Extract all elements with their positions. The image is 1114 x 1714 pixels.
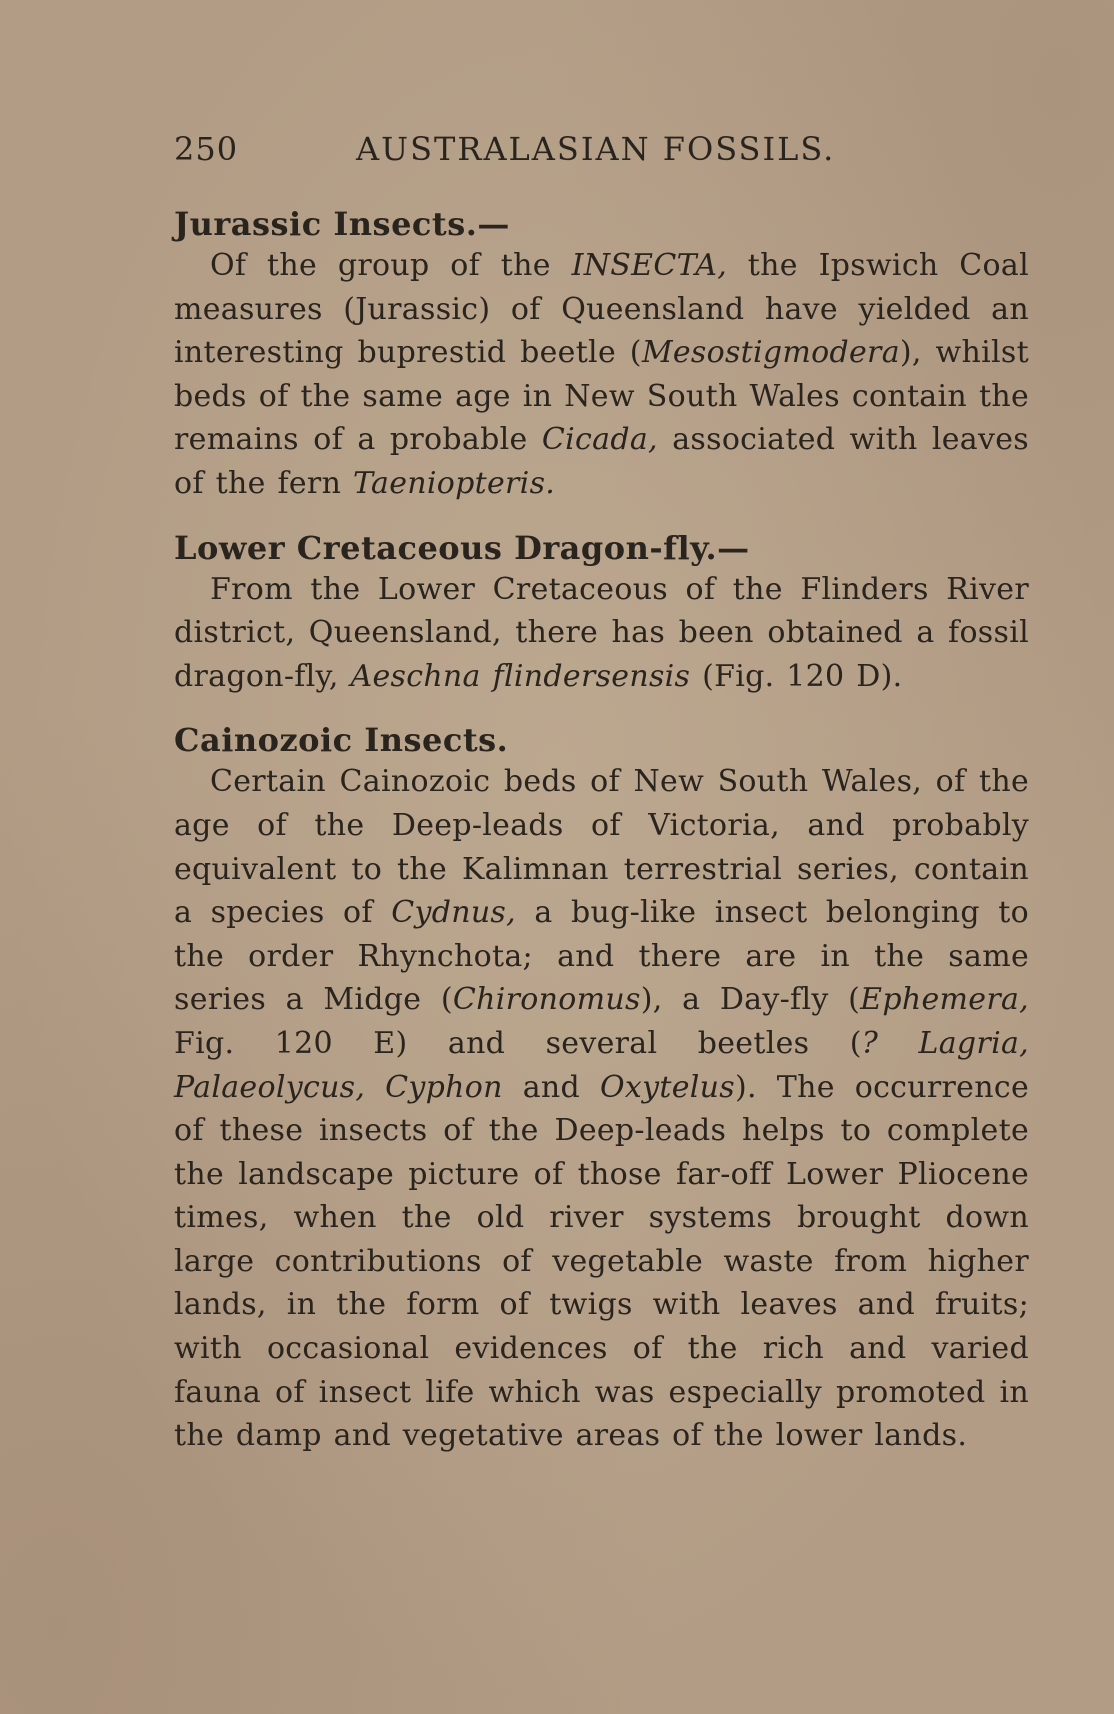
section-heading: Cainozoic Insects.	[174, 721, 509, 760]
section-heading: Jurassic Insects.—	[174, 205, 510, 243]
section-paragraph: Certain Cainozoic beds of New South Wales, of the age of the Deep-leads of Victoria, and probably equivalent to the Kalimnan terrestrial series, contain a species of Cydnus, a bug-like insect belonging to the order Rhynchota; and there are in the same series a Midge (Chironomus), a Day-fly (Ephemera, Fig. 120 E) and several beetles (? Lagria, Palaeolycus, Cyphon and Oxytelus). The occurrence of these insects of the Deep-leads helps to complete the landscape picture of those far-off Lower Pliocene times, when the old river systems brought down large contributions of vegetable waste from higher lands, in the form of twigs with leaves and fruits; with occasional evidences of the rich and varied fauna of insect life which was especially promoted in the damp and vegetative areas of the lower lands.	[174, 764, 1030, 1454]
book-page	[174, 120, 1029, 1458]
book-title: AUSTRALASIAN FOSSILS.	[356, 130, 836, 168]
section-heading: Lower Cretaceous Dragon-fly.—	[174, 528, 750, 567]
section-paragraph: From the Lower Cretaceous of the Flinders River district, Queensland, there has been obtained a fossil dragon-fly, Aeschna flindersensis (Fig. 120 D).	[174, 571, 1029, 694]
running-head	[174, 120, 1029, 180]
section-paragraph: Of the group of the INSECTA, the Ipswich Coal measures (Jurassic) of Queensland have yielded an interesting buprestid beetle (Mesostigmodera), whilst beds of the same age in New South Wales contain the remains of a probable Cicada, associated with leaves of the fern Taeniopteris.	[174, 248, 1030, 501]
section-jurassic-insects	[174, 204, 1029, 506]
page-number: 250	[174, 130, 239, 168]
section-cainozoic-insects	[174, 720, 1029, 1458]
section-lower-cretaceous-dragon-fly	[174, 528, 1029, 699]
